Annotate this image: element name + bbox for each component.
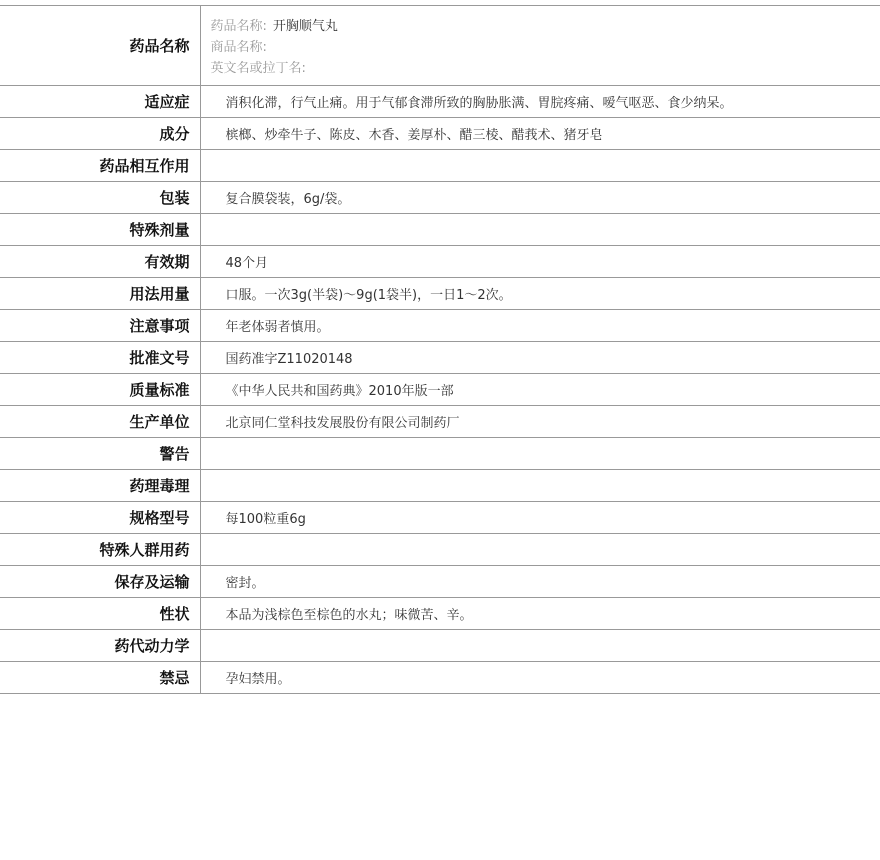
row-value: 密封。 xyxy=(200,566,880,598)
row-value: 复合膜袋装，6g/袋。 xyxy=(200,182,880,214)
row-label: 药代动力学 xyxy=(0,630,200,662)
row-value: 国药准字Z11020148 xyxy=(200,342,880,374)
table-row xyxy=(0,406,880,438)
row-label: 禁忌 xyxy=(0,662,200,694)
drug-info-table-body xyxy=(0,6,880,694)
row-label: 质量标准 xyxy=(0,374,200,406)
drug-info-table xyxy=(0,5,880,694)
table-row xyxy=(0,214,880,246)
trade-name-line xyxy=(211,37,880,58)
row-value xyxy=(200,470,880,502)
table-row xyxy=(0,470,880,502)
row-label: 有效期 xyxy=(0,246,200,278)
row-value xyxy=(200,534,880,566)
row-value: 北京同仁堂科技发展股份有限公司制药厂 xyxy=(200,406,880,438)
generic-name-value: 开胸顺气丸 xyxy=(272,19,338,34)
latin-name-key: 英文名或拉丁名: xyxy=(210,61,306,76)
table-row xyxy=(0,342,880,374)
row-label: 注意事项 xyxy=(0,310,200,342)
table-row xyxy=(0,182,880,214)
row-value: 孕妇禁用。 xyxy=(200,662,880,694)
generic-name-line xyxy=(211,16,880,37)
drug-name-values xyxy=(200,6,880,86)
row-label: 药理毒理 xyxy=(0,470,200,502)
row-label: 性状 xyxy=(0,598,200,630)
table-row xyxy=(0,502,880,534)
table-row xyxy=(0,566,880,598)
generic-name-key: 药品名称: xyxy=(210,19,267,34)
row-label: 保存及运输 xyxy=(0,566,200,598)
row-value: 年老体弱者慎用。 xyxy=(200,310,880,342)
table-row xyxy=(0,662,880,694)
table-row xyxy=(0,278,880,310)
row-value: 消积化滞，行气止痛。用于气郁食滞所致的胸胁胀满、胃脘疼痛、嗳气呕恶、食少纳呆。 xyxy=(200,86,880,118)
drug-name-row xyxy=(0,6,880,86)
table-row xyxy=(0,374,880,406)
row-value xyxy=(200,438,880,470)
row-label: 特殊人群用药 xyxy=(0,534,200,566)
row-value: 《中华人民共和国药典》2010年版一部 xyxy=(200,374,880,406)
table-row xyxy=(0,150,880,182)
row-label: 适应症 xyxy=(0,86,200,118)
row-label: 批准文号 xyxy=(0,342,200,374)
row-label: 成分 xyxy=(0,118,200,150)
row-value: 每100粒重6g xyxy=(200,502,880,534)
table-row xyxy=(0,310,880,342)
table-row xyxy=(0,118,880,150)
table-row xyxy=(0,86,880,118)
row-value xyxy=(200,630,880,662)
table-row xyxy=(0,630,880,662)
table-row xyxy=(0,438,880,470)
drug-name-label: 药品名称 xyxy=(0,6,200,86)
row-value: 口服。一次3g(半袋)～9g(1袋半)，一日1～2次。 xyxy=(200,278,880,310)
row-label: 用法用量 xyxy=(0,278,200,310)
trade-name-key: 商品名称: xyxy=(210,40,267,55)
latin-name-line xyxy=(211,58,880,79)
row-label: 规格型号 xyxy=(0,502,200,534)
table-row xyxy=(0,534,880,566)
table-row xyxy=(0,246,880,278)
row-value: 槟榔、炒牵牛子、陈皮、木香、姜厚朴、醋三棱、醋莪术、猪牙皂 xyxy=(200,118,880,150)
row-label: 警告 xyxy=(0,438,200,470)
row-label: 特殊剂量 xyxy=(0,214,200,246)
row-label: 生产单位 xyxy=(0,406,200,438)
row-value xyxy=(200,214,880,246)
table-row xyxy=(0,598,880,630)
row-label: 包装 xyxy=(0,182,200,214)
row-value: 48个月 xyxy=(200,246,880,278)
row-label: 药品相互作用 xyxy=(0,150,200,182)
row-value: 本品为浅棕色至棕色的水丸；味微苦、辛。 xyxy=(200,598,880,630)
row-value xyxy=(200,150,880,182)
